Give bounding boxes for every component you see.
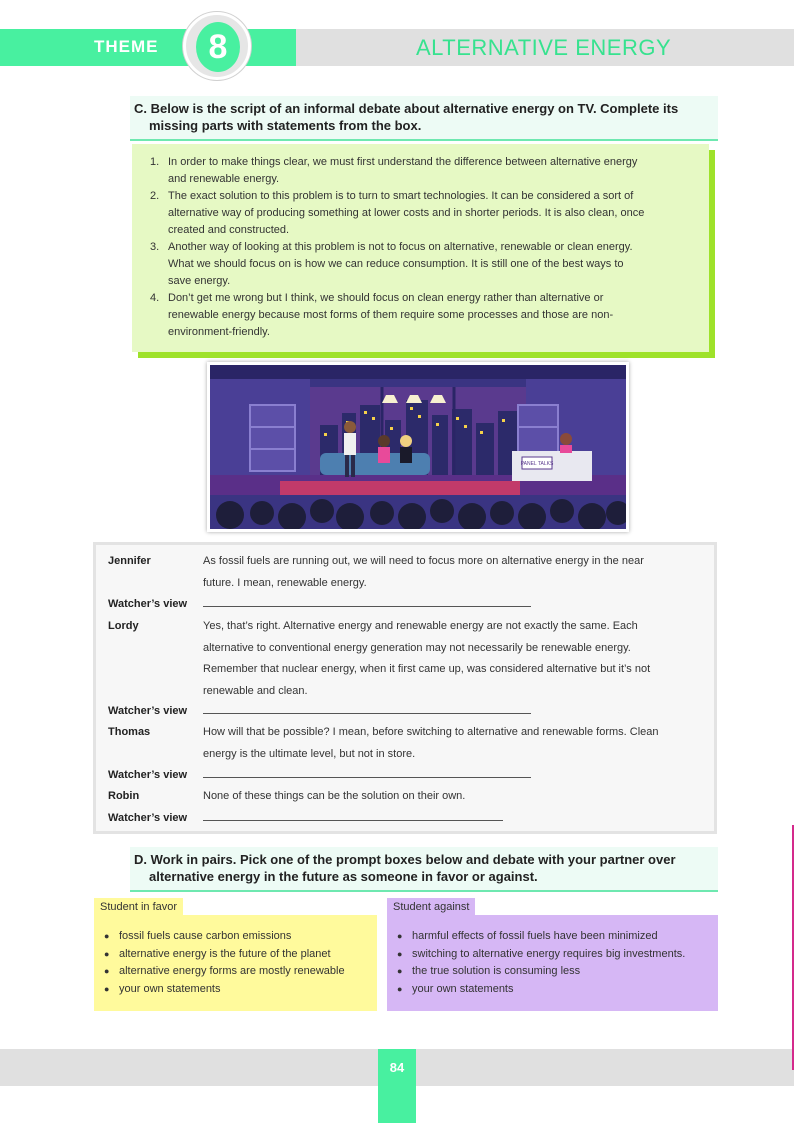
statement-line: In order to make things clear, we must first understand the difference between alternative energy — [168, 156, 638, 168]
statement-line: Another way of looking at this problem is not to focus on alternative, renewable or clean energy. — [168, 241, 633, 253]
speaker-line: alternative to conventional energy generation may not necessarily be renewable energy. — [203, 641, 631, 654]
section-c-heading-line1: C. Below is the script of an informal debate about alternative energy on TV. Complete its — [134, 101, 679, 116]
watcher-blank-4[interactable] — [203, 808, 703, 830]
page-title: ALTERNATIVE ENERGY — [416, 35, 672, 60]
statements-box — [132, 144, 709, 352]
page-number: 84 — [389, 1060, 405, 1075]
watcher-blank-3[interactable] — [203, 765, 703, 787]
in-favor-list — [104, 928, 377, 998]
watcher-blank-2[interactable] — [203, 701, 703, 723]
speaker-text — [203, 722, 703, 765]
tv-debate-illustration — [207, 362, 629, 532]
watcher-label: Watcher’s view — [108, 769, 188, 781]
statement-line: environment-friendly. — [168, 326, 270, 338]
list-item: ● harmful effects of fossil fuels have been minimized — [397, 928, 718, 946]
in-favor-box[interactable] — [94, 915, 377, 1011]
statements-list — [150, 154, 689, 341]
statement-number: 4. — [150, 292, 160, 304]
speaker-line: Yes, that’s right. Alternative energy and renewable energy are not exactly the same. Each — [203, 620, 638, 632]
statement-line: and renewable energy. — [168, 173, 280, 185]
theme-number: 8 — [208, 27, 228, 66]
speaker-text — [203, 551, 703, 594]
against-box[interactable] — [387, 915, 718, 1011]
watcher-label: Watcher’s view — [108, 598, 188, 610]
list-item: ● fossil fuels cause carbon emissions — [104, 928, 377, 946]
statement-line: The exact solution to this problem is to turn to smart technologies. It can be considered a sort of — [168, 190, 634, 202]
list-item: ● the true solution is consuming less — [397, 963, 718, 981]
speaker-line: As fossil fuels are running out, we will need to focus more on alternative energy in the near — [203, 555, 644, 567]
desk-sign: PANEL TALKS — [520, 461, 554, 467]
speaker-line: future. I mean, renewable energy. — [203, 576, 367, 589]
statement-line: created and constructed. — [168, 224, 290, 236]
in-favor-tag: Student in favor — [94, 898, 183, 917]
speaker-line: How will that be possible? I mean, before switching to alternative and renewable forms. Clean — [203, 726, 659, 738]
statement-number: 2. — [150, 190, 160, 202]
speaker-text — [203, 786, 703, 808]
speaker-line: Remember that nuclear energy, when it first came up, was considered alternative but it’s not — [203, 663, 651, 675]
statement-number: 3. — [150, 241, 160, 253]
speaker-name: Thomas — [108, 726, 151, 738]
speaker-line: None of these things can be the solution on their own. — [203, 790, 466, 802]
section-c-heading-line2: missing parts with statements from the box. — [149, 118, 422, 133]
speaker-line: energy is the ultimate level, but not in store. — [203, 747, 416, 760]
statement-item — [150, 239, 689, 290]
against-tag: Student against — [387, 898, 475, 917]
section-d-heading-line2: alternative energy in the future as someone in favor or against. — [149, 869, 538, 884]
statement-line: renewable energy because most forms of them require some processes and those are non- — [168, 309, 614, 321]
watcher-label: Watcher’s view — [108, 812, 188, 824]
list-item: ● your own statements — [397, 981, 718, 999]
statement-line: alternative way of producing something at lower costs and in shorter periods. It is also clean, once — [168, 207, 645, 219]
debate-script-box — [93, 542, 717, 834]
theme-number-badge — [196, 22, 240, 72]
watcher-label: Watcher’s view — [108, 705, 188, 717]
speaker-line: renewable and clean. — [203, 684, 308, 697]
speaker-name: Robin — [108, 790, 140, 802]
section-d-heading — [130, 847, 718, 892]
list-item: ● switching to alternative energy requires big investments. — [397, 946, 718, 964]
statement-line: Don’t get me wrong but I think, we should focus on clean energy rather than alternative or — [168, 292, 604, 304]
statement-item — [150, 290, 689, 341]
list-item: ● your own statements — [104, 981, 377, 999]
watcher-blank-1[interactable] — [203, 594, 703, 616]
statement-line: What we should focus on is how we can reduce consumption. It is still one of the best ways to — [168, 258, 624, 270]
section-d-heading-line1: D. Work in pairs. Pick one of the prompt boxes below and debate with your partner over — [134, 852, 676, 867]
section-c-heading — [130, 96, 718, 141]
speaker-name: Jennifer — [108, 555, 151, 567]
statement-item — [150, 188, 689, 239]
list-item: ● alternative energy is the future of the planet — [104, 946, 377, 964]
tv-studio-scene — [210, 365, 626, 529]
against-list — [397, 928, 718, 998]
speaker-text — [203, 616, 703, 702]
speaker-name: Lordy — [108, 620, 139, 632]
statement-item — [150, 154, 689, 188]
statement-number: 1. — [150, 156, 160, 168]
theme-label: THEME — [94, 37, 159, 56]
statement-line: save energy. — [168, 275, 231, 287]
list-item: ● alternative energy forms are mostly renewable — [104, 963, 377, 981]
